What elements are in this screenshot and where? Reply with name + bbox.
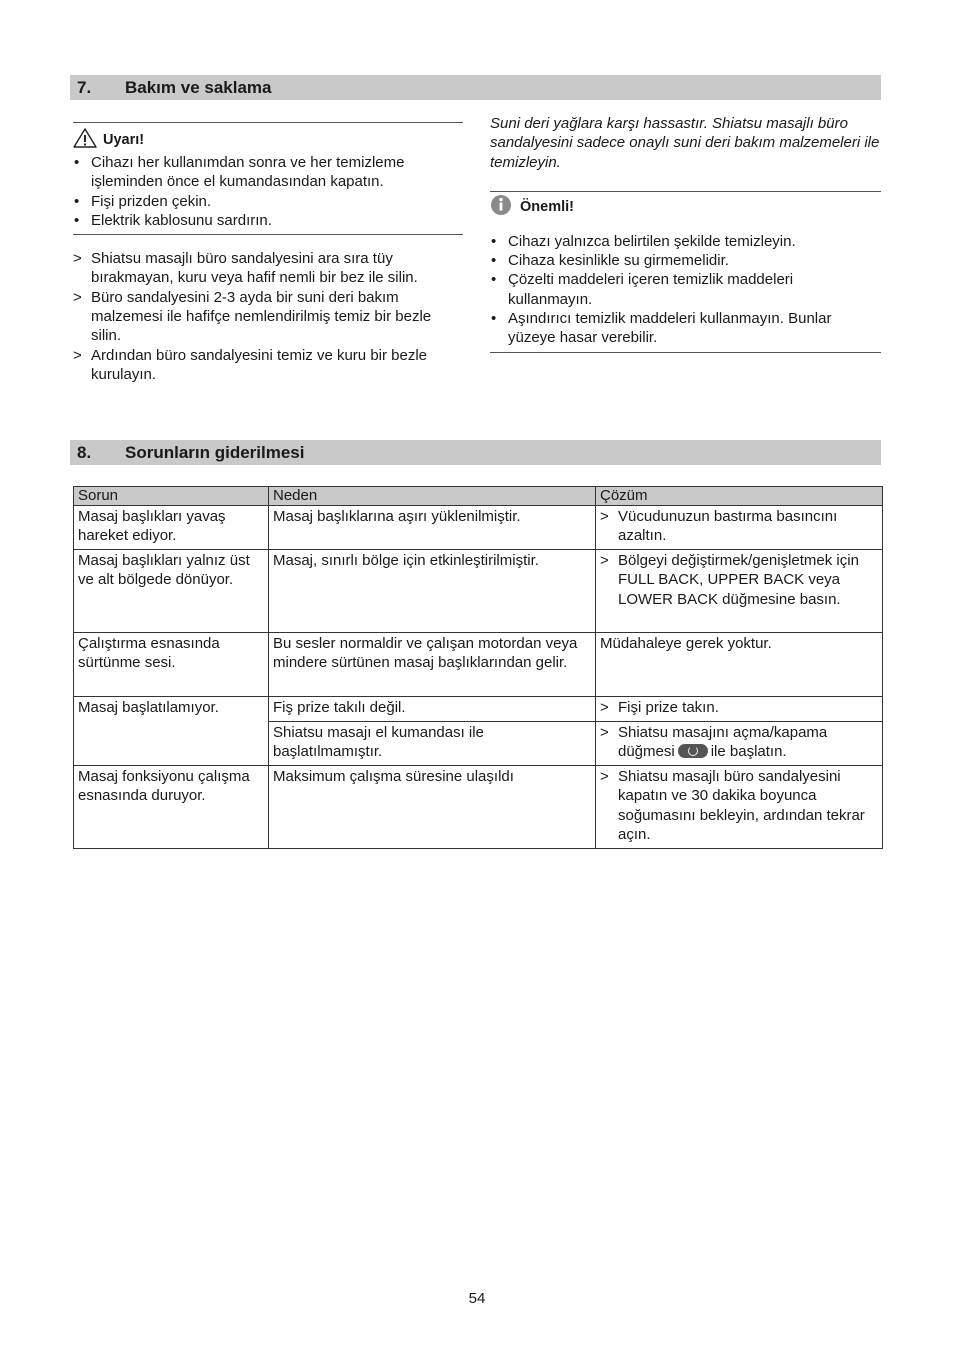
cause-cell: Fiş prize takılı değil. [269,697,596,722]
solution-cell: > Bölgeyi değiştirmek/genişletmek için FULL BACK, UPPER BACK veya LOWER BACK düğmesine basın. [596,550,883,633]
problem-cell: Çalıştırma esnasında sürtünme sesi. [74,633,269,697]
list-item: • Cihazı her kullanımdan sonra ve her temizleme işleminden önce el kumandasından kapatın. [73,153,463,192]
solution-text: Bölgeyi değiştirmek/genişletmek için FULL BACK, UPPER BACK veya LOWER BACK düğmesine basın. [618,552,859,608]
solution-cell: Müdahaleye gerek yoktur. [596,633,883,697]
list-item: • Cihazı yalnızca belirtilen şekilde temizleyin. [490,232,881,251]
column-header: Çözüm [596,487,883,506]
table-row [74,697,883,722]
section-number: 7. [77,78,92,97]
list-item: > Büro sandalyesini 2-3 ayda bir suni deri bakım malzemesi ile hafifçe nemlendirilmiş temiz bir bezle silin. [73,288,463,346]
solution-text: Shiatsu masajını açma/kapama düğmesi [618,724,828,761]
table-row [74,550,883,633]
solution-cell: > Vücudunuzun bastırma basıncını azaltın. [596,506,883,550]
important-box [490,191,881,353]
warning-heading [73,129,463,151]
problem-cell: Masaj başlatılamıyor. [74,697,269,766]
list-item: • Cihaza kesinlikle su girmemelidir. [490,251,881,270]
solution-cell: > Fişi prize takın. [596,697,883,722]
table-header-row [74,487,883,506]
left-column [73,122,463,384]
list-item: > Ardından büro sandalyesini temiz ve kuru bir bezle kurulayın. [73,346,463,385]
solution-cell: > Shiatsu masajını açma/kapama düğmesi ile başlatın. [596,722,883,766]
important-heading [490,196,881,218]
warning-box [73,122,463,235]
list-item: > Shiatsu masajlı büro sandalyesini ara sıra tüy bırakmayan, kuru veya hafif nemli bir bez ile silin. [73,249,463,288]
table-row [74,766,883,849]
solution-text: Fişi prize takın. [618,699,719,716]
section-title: Sorunların giderilmesi [125,443,305,462]
list-item: • Çözelti maddeleri içeren temizlik maddeleri kullanmayın. [490,270,881,309]
leather-note: Suni deri yağlara karşı hassastır. Shiatsu masajlı büro sandalyesini sadece onaylı suni deri bakım malzemeleri ile temizleyin. [490,115,880,171]
power-button-icon [678,744,708,758]
column-header: Neden [269,487,596,506]
problem-cell: Masaj başlıkları yalnız üst ve alt bölgede dönüyor. [74,550,269,633]
troubleshooting-table [73,486,883,849]
important-label: Önemli! [520,198,574,215]
section-8-header [70,440,881,465]
cause-cell: Shiatsu masajı el kumandası ile başlatılmamıştır. [269,722,596,766]
cleaning-steps [73,249,463,384]
important-list [490,232,881,348]
warning-triangle-icon [73,128,97,152]
column-header: Sorun [74,487,269,506]
cause-cell: Masaj, sınırlı bölge için etkinleştirilmiştir. [269,550,596,633]
table-row [74,506,883,550]
problem-cell: Masaj başlıkları yavaş hareket ediyor. [74,506,269,550]
solution-text: ile başlatın. [710,743,787,761]
section-title: Bakım ve saklama [125,78,272,97]
section-number: 8. [77,443,92,462]
list-item: • Aşındırıcı temizlik maddeleri kullanmayın. Bunlar yüzeye hasar verebilir. [490,309,881,348]
info-icon [490,194,514,220]
right-column [490,114,881,353]
section-7-header [70,75,881,100]
cause-cell: Bu sesler normaldir ve çalışan motordan veya mindere sürtünen masaj başlıklarından gelir. [269,633,596,697]
list-item: • Fişi prizden çekin. [73,192,463,211]
warning-label: Uyarı! [103,132,145,148]
cause-cell: Masaj başlıklarına aşırı yüklenilmiştir. [269,506,596,550]
solution-cell: > Shiatsu masajlı büro sandalyesini kapatın ve 30 dakika boyunca soğumasını bekleyin, ardından tekrar açın. [596,766,883,849]
warning-list [73,153,463,230]
page-number: 54 [468,1290,486,1307]
table-row [74,633,883,697]
solution-text: Shiatsu masajlı büro sandalyesini kapatın ve 30 dakika boyunca soğumasını bekleyin, ardından tekrar açın. [618,768,865,843]
solution-text: Vücudunuzun bastırma basıncını azaltın. [618,508,838,545]
list-item: • Elektrik kablosunu sardırın. [73,211,463,230]
cause-cell: Maksimum çalışma süresine ulaşıldı [269,766,596,849]
problem-cell: Masaj fonksiyonu çalışma esnasında duruyor. [74,766,269,849]
